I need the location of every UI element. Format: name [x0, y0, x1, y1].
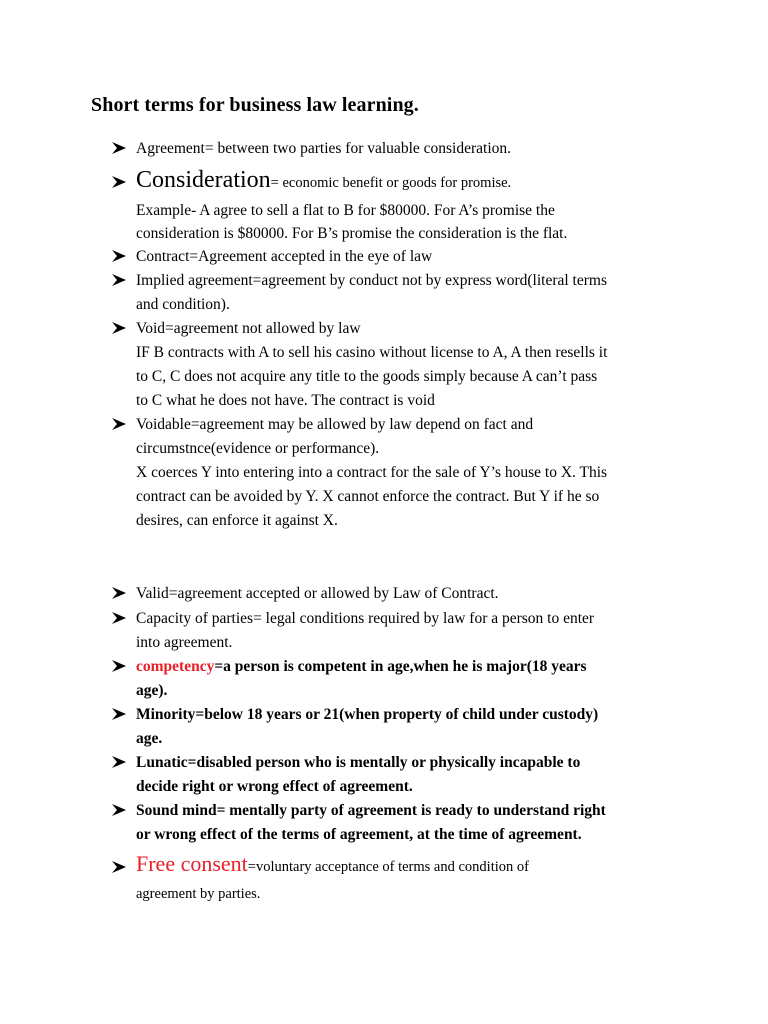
void-line-1: Void=agreement not allowed by law — [136, 320, 361, 337]
page-title: Short terms for business law learning. — [91, 94, 419, 116]
arrowhead-bullet-icon — [112, 804, 126, 816]
void-line-3: to C, C does not acquire any title to the goods simply because A can’t pass — [136, 368, 598, 385]
arrowhead-bullet-icon — [112, 142, 126, 154]
arrowhead-bullet-icon — [112, 274, 126, 286]
sound-mind-line-2: or wrong effect of the terms of agreement, at the time of agreement. — [136, 826, 582, 843]
competency-line-1: =a person is competent in age,when he is major(18 years — [214, 658, 587, 675]
capacity-line-2: into agreement. — [136, 634, 233, 651]
implied-line-2: and condition). — [136, 296, 230, 313]
arrowhead-bullet-icon — [112, 861, 126, 873]
voidable-line-2: circumstnce(evidence or performance). — [136, 440, 380, 457]
minority-line-1: Minority=below 18 years or 21(when property of child under custody) — [136, 706, 599, 723]
capacity-line-1: Capacity of parties= legal conditions required by law for a person to enter — [136, 610, 595, 627]
void-line-2: IF B contracts with A to sell his casino without license to A, A then resells it — [136, 344, 608, 361]
valid-text: Valid=agreement accepted or allowed by Law of Contract. — [136, 585, 499, 602]
implied-line-1: Implied agreement=agreement by conduct not by express word(literal terms — [136, 272, 607, 289]
competency-term: competency — [136, 658, 215, 675]
arrowhead-bullet-icon — [112, 322, 126, 334]
free-consent-line-1: =voluntary acceptance of terms and condition of — [247, 859, 529, 875]
consideration-example-line-1: Example- A agree to sell a flat to B for $80000. For A’s promise the — [136, 202, 555, 219]
arrowhead-bullet-icon — [112, 587, 126, 599]
voidable-line-4: contract can be avoided by Y. X cannot enforce the contract. But Y if he so — [136, 488, 600, 505]
voidable-line-1: Voidable=agreement may be allowed by law depend on fact and — [136, 416, 534, 433]
arrowhead-bullet-icon — [112, 756, 126, 768]
sound-mind-line-1: Sound mind= mentally party of agreement is ready to understand right — [136, 802, 606, 819]
consideration-definition: = economic benefit or goods for promise. — [270, 175, 512, 191]
agreement-text: Agreement= between two parties for valuable consideration. — [136, 140, 512, 157]
free-consent-term: Free consent — [136, 851, 248, 876]
lunatic-line-2: decide right or wrong effect of agreement. — [136, 778, 413, 795]
lunatic-line-1: Lunatic=disabled person who is mentally or physically incapable to — [136, 754, 581, 771]
minority-line-2: age. — [136, 730, 163, 747]
arrowhead-bullet-icon — [112, 418, 126, 430]
arrowhead-bullet-icon — [112, 660, 126, 672]
arrowhead-bullet-icon — [112, 250, 126, 262]
competency-line-2: age). — [136, 682, 168, 699]
contract-text: Contract=Agreement accepted in the eye of law — [136, 248, 433, 265]
consideration-term: Consideration — [136, 167, 271, 193]
voidable-line-3: X coerces Y into entering into a contract for the sale of Y’s house to X. This — [136, 464, 608, 481]
consideration-example-line-2: consideration is $80000. For B’s promise the consideration is the flat. — [136, 225, 568, 242]
free-consent-line-2: agreement by parties. — [136, 886, 261, 902]
arrowhead-bullet-icon — [112, 176, 126, 188]
voidable-line-5: desires, can enforce it against X. — [136, 512, 338, 529]
arrowhead-bullet-icon — [112, 612, 126, 624]
arrowhead-bullet-icon — [112, 708, 126, 720]
void-line-4: to C what he does not have. The contract is void — [136, 392, 435, 409]
